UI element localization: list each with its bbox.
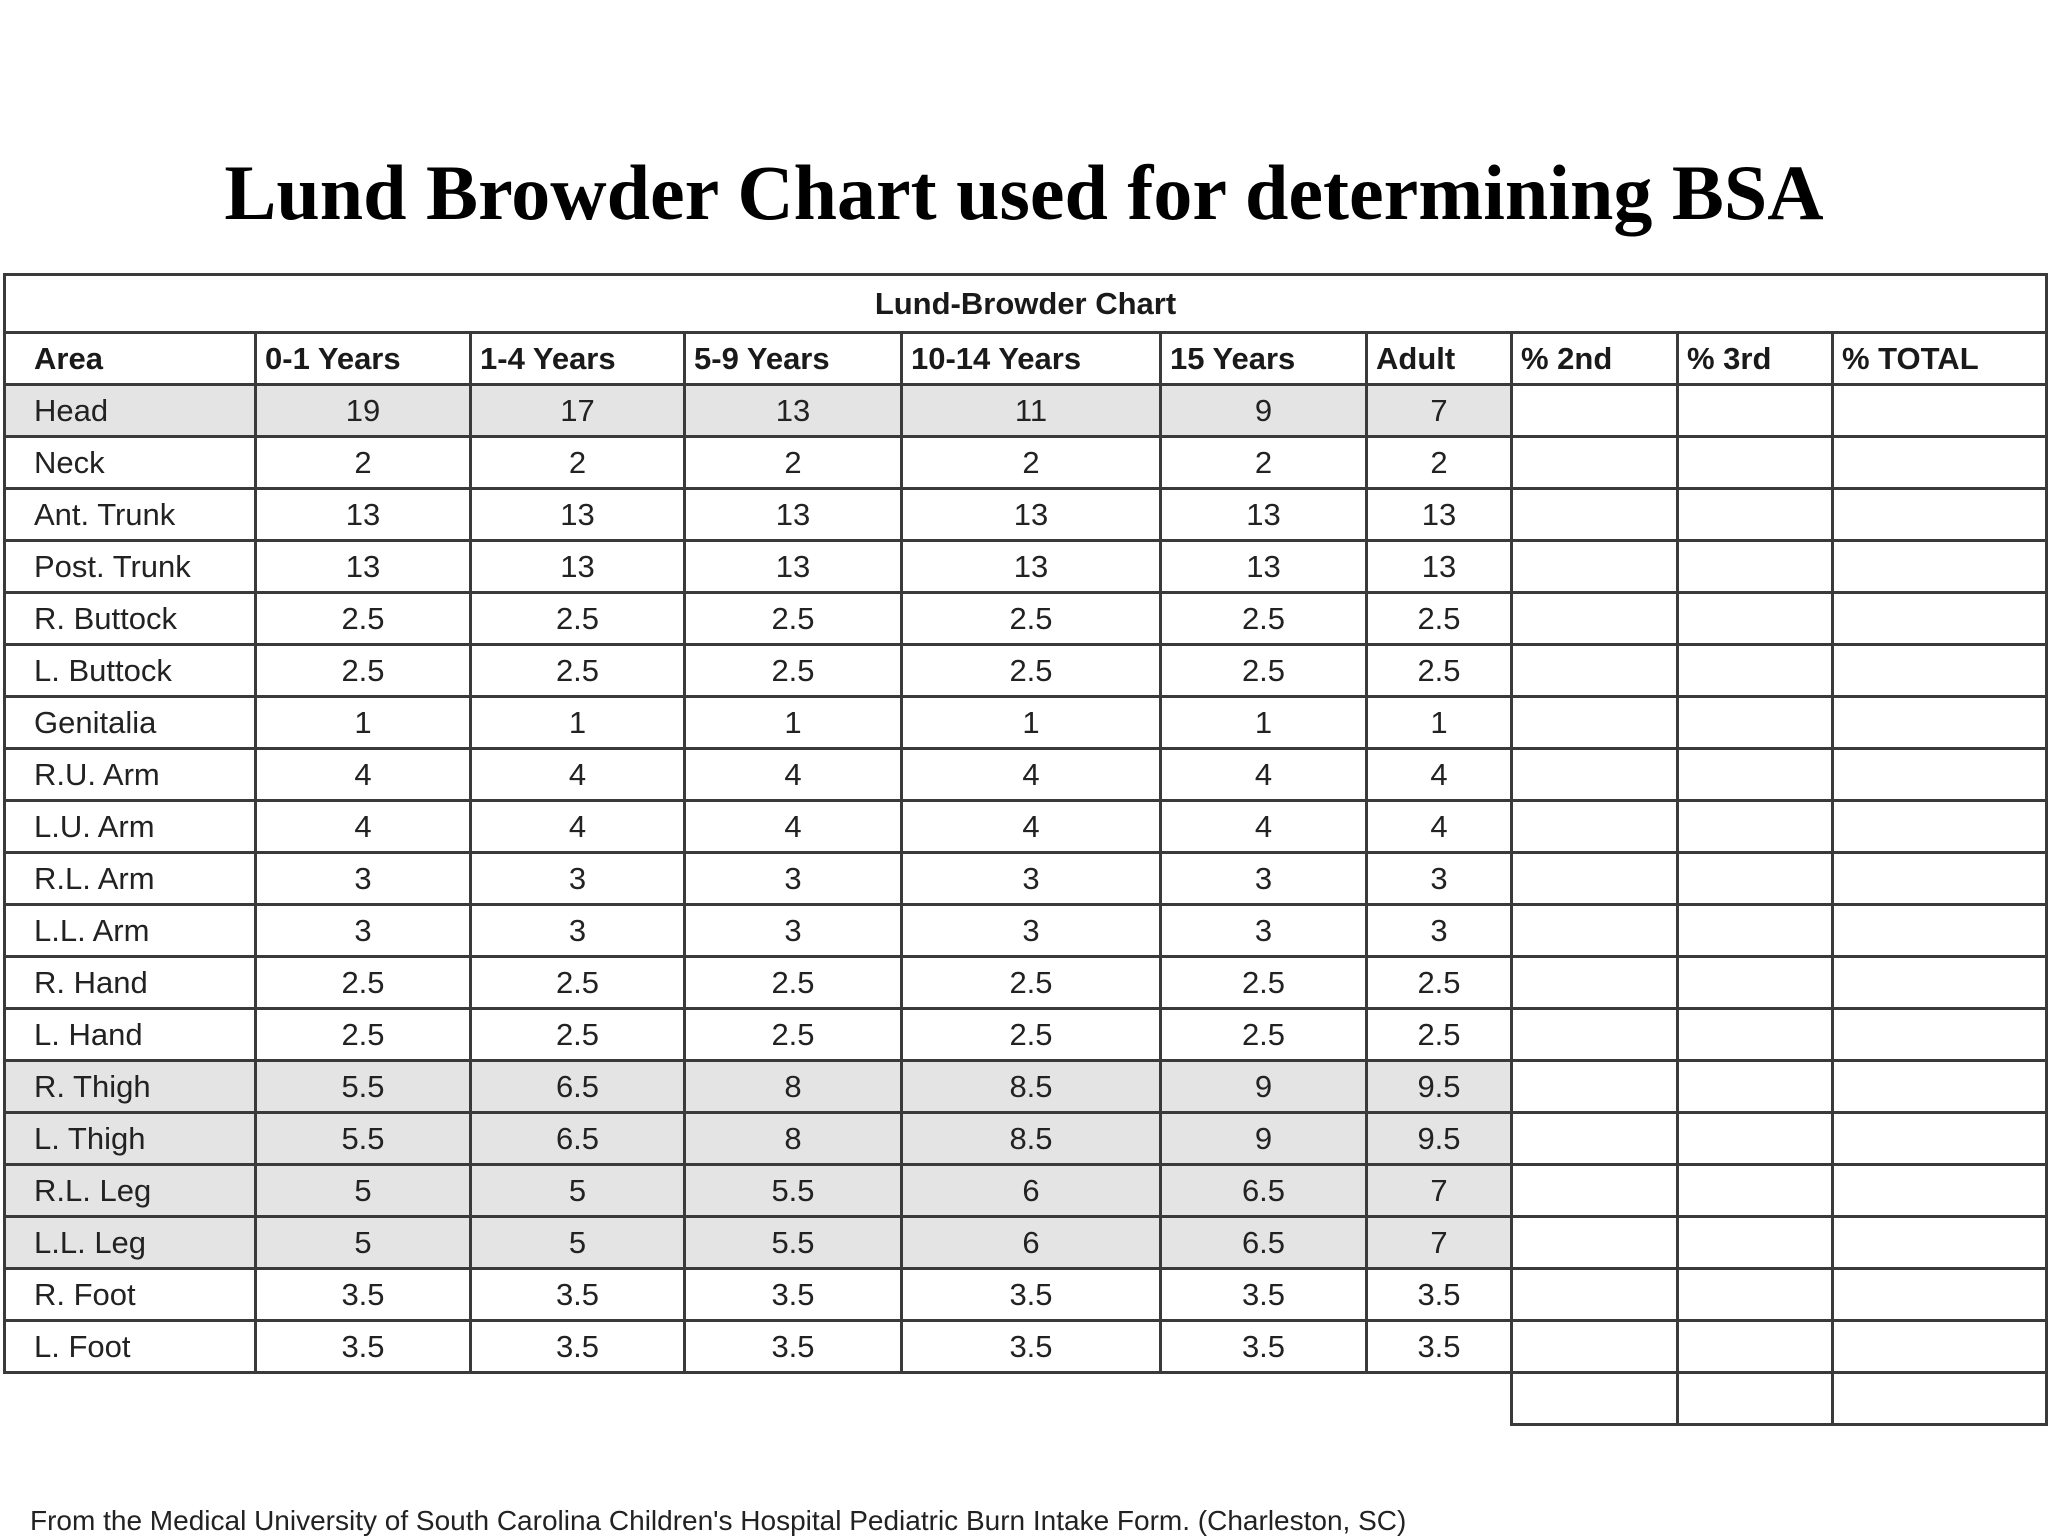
second-degree-entry-cell[interactable]	[1512, 853, 1678, 905]
second-degree-entry-cell[interactable]	[1512, 697, 1678, 749]
percent-cell: 1	[902, 697, 1161, 749]
third-degree-entry-cell[interactable]	[1678, 957, 1833, 1009]
percent-cell: 6.5	[471, 1061, 685, 1113]
percent-cell: 3	[1161, 853, 1367, 905]
column-header: 15 Years	[1161, 333, 1367, 385]
percent-cell: 1	[1161, 697, 1367, 749]
second-degree-entry-cell[interactable]	[1512, 1321, 1678, 1373]
third-degree-entry-cell[interactable]	[1678, 801, 1833, 853]
percent-cell: 4	[471, 801, 685, 853]
area-cell: R.U. Arm	[5, 749, 256, 801]
table-row	[5, 697, 2047, 749]
total-second-degree-cell[interactable]	[1512, 1373, 1678, 1425]
percent-cell: 3.5	[1367, 1269, 1512, 1321]
percent-cell: 2.5	[1367, 593, 1512, 645]
percent-cell: 13	[685, 541, 902, 593]
percent-cell: 3	[256, 905, 471, 957]
percent-cell: 3	[902, 853, 1161, 905]
third-degree-entry-cell[interactable]	[1678, 1113, 1833, 1165]
percent-cell: 7	[1367, 385, 1512, 437]
percent-cell: 13	[685, 385, 902, 437]
second-degree-entry-cell[interactable]	[1512, 1061, 1678, 1113]
percent-cell: 8.5	[902, 1113, 1161, 1165]
area-cell: R. Hand	[5, 957, 256, 1009]
second-degree-entry-cell[interactable]	[1512, 541, 1678, 593]
third-degree-entry-cell[interactable]	[1678, 905, 1833, 957]
percent-cell: 7	[1367, 1217, 1512, 1269]
percent-cell: 2.5	[902, 593, 1161, 645]
source-citation: From the Medical University of South Carolina Children's Hospital Pediatric Burn Intake Form. (Charleston, SC)	[30, 1505, 1407, 1536]
table-row	[5, 749, 2047, 801]
percent-cell: 2	[256, 437, 471, 489]
percent-cell: 2.5	[471, 957, 685, 1009]
table-row	[5, 801, 2047, 853]
third-degree-entry-cell[interactable]	[1678, 1061, 1833, 1113]
area-cell: R.L. Arm	[5, 853, 256, 905]
table-row	[5, 541, 2047, 593]
percent-cell: 8	[685, 1061, 902, 1113]
percent-cell: 2.5	[471, 645, 685, 697]
total-entry-cell[interactable]	[1833, 1217, 2047, 1269]
total-entry-cell[interactable]	[1833, 905, 2047, 957]
second-degree-entry-cell[interactable]	[1512, 593, 1678, 645]
lund-browder-table-wrapper	[3, 273, 2045, 1426]
area-cell: R.L. Leg	[5, 1165, 256, 1217]
percent-cell: 2.5	[685, 1009, 902, 1061]
third-degree-entry-cell[interactable]	[1678, 697, 1833, 749]
table-caption-row	[5, 275, 2047, 333]
area-cell: L.L. Leg	[5, 1217, 256, 1269]
percent-cell: 4	[1367, 749, 1512, 801]
third-degree-entry-cell[interactable]	[1678, 1009, 1833, 1061]
percent-cell: 5	[471, 1217, 685, 1269]
percent-cell: 5	[256, 1165, 471, 1217]
area-cell: R. Foot	[5, 1269, 256, 1321]
percent-cell: 3.5	[256, 1321, 471, 1373]
percent-cell: 9.5	[1367, 1061, 1512, 1113]
percent-cell: 2.5	[1161, 593, 1367, 645]
percent-cell: 2.5	[256, 1009, 471, 1061]
percent-cell: 4	[1161, 801, 1367, 853]
third-degree-entry-cell[interactable]	[1678, 385, 1833, 437]
table-row	[5, 645, 2047, 697]
percent-cell: 3.5	[1161, 1321, 1367, 1373]
percent-cell: 1	[1367, 697, 1512, 749]
percent-cell: 3.5	[685, 1321, 902, 1373]
percent-cell: 13	[471, 489, 685, 541]
percent-cell: 2.5	[685, 957, 902, 1009]
total-entry-cell[interactable]	[1833, 437, 2047, 489]
percent-cell: 13	[1161, 489, 1367, 541]
column-header: % 3rd	[1678, 333, 1833, 385]
third-degree-entry-cell[interactable]	[1678, 1217, 1833, 1269]
percent-cell: 2.5	[471, 593, 685, 645]
percent-cell: 7	[1367, 1165, 1512, 1217]
table-row	[5, 1113, 2047, 1165]
area-cell: L. Buttock	[5, 645, 256, 697]
percent-cell: 3.5	[1161, 1269, 1367, 1321]
second-degree-entry-cell[interactable]	[1512, 1269, 1678, 1321]
total-entry-cell[interactable]	[1833, 1113, 2047, 1165]
total-entry-cell[interactable]	[1833, 801, 2047, 853]
column-header: Area	[5, 333, 256, 385]
second-degree-entry-cell[interactable]	[1512, 489, 1678, 541]
percent-cell: 8.5	[902, 1061, 1161, 1113]
percent-cell: 9	[1161, 385, 1367, 437]
percent-cell: 19	[256, 385, 471, 437]
totals-spacer	[5, 1373, 1512, 1425]
third-degree-entry-cell[interactable]	[1678, 1165, 1833, 1217]
percent-cell: 3.5	[471, 1321, 685, 1373]
percent-cell: 3	[471, 853, 685, 905]
total-entry-cell[interactable]	[1833, 853, 2047, 905]
totals-row	[5, 1373, 2047, 1425]
third-degree-entry-cell[interactable]	[1678, 853, 1833, 905]
total-entry-cell[interactable]	[1833, 957, 2047, 1009]
total-entry-cell[interactable]	[1833, 645, 2047, 697]
total-entry-cell[interactable]	[1833, 1321, 2047, 1373]
percent-cell: 9	[1161, 1113, 1367, 1165]
percent-cell: 3	[1367, 853, 1512, 905]
percent-cell: 5.5	[256, 1113, 471, 1165]
table-row	[5, 957, 2047, 1009]
column-header: Adult	[1367, 333, 1512, 385]
percent-cell: 2.5	[1367, 645, 1512, 697]
area-cell: Neck	[5, 437, 256, 489]
table-row	[5, 489, 2047, 541]
percent-cell: 5	[471, 1165, 685, 1217]
total-entry-cell[interactable]	[1833, 1165, 2047, 1217]
percent-cell: 3.5	[685, 1269, 902, 1321]
percent-cell: 3.5	[1367, 1321, 1512, 1373]
percent-cell: 13	[1161, 541, 1367, 593]
area-cell: Genitalia	[5, 697, 256, 749]
percent-cell: 4	[471, 749, 685, 801]
table-row	[5, 1217, 2047, 1269]
total-entry-cell[interactable]	[1833, 385, 2047, 437]
total-entry-cell[interactable]	[1833, 749, 2047, 801]
percent-cell: 2.5	[256, 957, 471, 1009]
percent-cell: 13	[1367, 541, 1512, 593]
column-header: % TOTAL	[1833, 333, 2047, 385]
percent-cell: 3	[902, 905, 1161, 957]
second-degree-entry-cell[interactable]	[1512, 1009, 1678, 1061]
table-row	[5, 1269, 2047, 1321]
percent-cell: 3	[685, 853, 902, 905]
total-entry-cell[interactable]	[1833, 593, 2047, 645]
column-header: 10-14 Years	[902, 333, 1161, 385]
second-degree-entry-cell[interactable]	[1512, 905, 1678, 957]
percent-cell: 3	[256, 853, 471, 905]
total-entry-cell[interactable]	[1833, 1009, 2047, 1061]
total-entry-cell[interactable]	[1833, 1061, 2047, 1113]
page-title: Lund Browder Chart used for determining BSA	[224, 149, 1824, 236]
percent-cell: 2	[902, 437, 1161, 489]
percent-cell: 2.5	[1367, 957, 1512, 1009]
percent-cell: 6	[902, 1217, 1161, 1269]
percent-cell: 5.5	[256, 1061, 471, 1113]
percent-cell: 13	[471, 541, 685, 593]
percent-cell: 13	[256, 541, 471, 593]
percent-cell: 3	[471, 905, 685, 957]
percent-cell: 13	[1367, 489, 1512, 541]
percent-cell: 3.5	[471, 1269, 685, 1321]
percent-cell: 2	[685, 437, 902, 489]
percent-cell: 9	[1161, 1061, 1367, 1113]
area-cell: R. Buttock	[5, 593, 256, 645]
percent-cell: 3	[685, 905, 902, 957]
percent-cell: 17	[471, 385, 685, 437]
second-degree-entry-cell[interactable]	[1512, 1217, 1678, 1269]
percent-cell: 4	[1161, 749, 1367, 801]
percent-cell: 2.5	[471, 1009, 685, 1061]
percent-cell: 2.5	[902, 1009, 1161, 1061]
third-degree-entry-cell[interactable]	[1678, 749, 1833, 801]
table-row	[5, 385, 2047, 437]
percent-cell: 8	[685, 1113, 902, 1165]
percent-cell: 2.5	[1367, 1009, 1512, 1061]
total-entry-cell[interactable]	[1833, 697, 2047, 749]
column-header: 0-1 Years	[256, 333, 471, 385]
percent-cell: 11	[902, 385, 1161, 437]
percent-cell: 4	[902, 801, 1161, 853]
table-row	[5, 1165, 2047, 1217]
table-row	[5, 437, 2047, 489]
percent-cell: 13	[902, 489, 1161, 541]
percent-cell: 4	[256, 801, 471, 853]
area-cell: L.U. Arm	[5, 801, 256, 853]
percent-cell: 2.5	[685, 593, 902, 645]
percent-cell: 4	[685, 801, 902, 853]
second-degree-entry-cell[interactable]	[1512, 801, 1678, 853]
percent-cell: 3.5	[256, 1269, 471, 1321]
second-degree-entry-cell[interactable]	[1512, 749, 1678, 801]
third-degree-entry-cell[interactable]	[1678, 593, 1833, 645]
percent-cell: 2.5	[902, 957, 1161, 1009]
percent-cell: 2.5	[1161, 1009, 1367, 1061]
percent-cell: 6.5	[471, 1113, 685, 1165]
second-degree-entry-cell[interactable]	[1512, 645, 1678, 697]
percent-cell: 9.5	[1367, 1113, 1512, 1165]
area-cell: R. Thigh	[5, 1061, 256, 1113]
column-header: 1-4 Years	[471, 333, 685, 385]
percent-cell: 2.5	[1161, 645, 1367, 697]
third-degree-entry-cell[interactable]	[1678, 1269, 1833, 1321]
percent-cell: 5.5	[685, 1217, 902, 1269]
column-header: % 2nd	[1512, 333, 1678, 385]
percent-cell: 6.5	[1161, 1165, 1367, 1217]
table-body	[5, 385, 2047, 1425]
percent-cell: 2	[471, 437, 685, 489]
percent-cell: 6	[902, 1165, 1161, 1217]
column-header: 5-9 Years	[685, 333, 902, 385]
area-cell: Ant. Trunk	[5, 489, 256, 541]
table-row	[5, 905, 2047, 957]
percent-cell: 1	[471, 697, 685, 749]
area-cell: L.L. Arm	[5, 905, 256, 957]
table-header-row	[5, 333, 2047, 385]
total-entry-cell[interactable]	[1833, 489, 2047, 541]
percent-cell: 4	[256, 749, 471, 801]
third-degree-entry-cell[interactable]	[1678, 541, 1833, 593]
third-degree-entry-cell[interactable]	[1678, 437, 1833, 489]
area-cell: L. Hand	[5, 1009, 256, 1061]
percent-cell: 3	[1161, 905, 1367, 957]
table-row	[5, 1321, 2047, 1373]
table-caption: Lund-Browder Chart	[5, 275, 2047, 333]
second-degree-entry-cell[interactable]	[1512, 1113, 1678, 1165]
percent-cell: 1	[256, 697, 471, 749]
percent-cell: 2	[1367, 437, 1512, 489]
percent-cell: 3	[1367, 905, 1512, 957]
percent-cell: 13	[902, 541, 1161, 593]
percent-cell: 2.5	[256, 645, 471, 697]
percent-cell: 13	[256, 489, 471, 541]
table-row	[5, 593, 2047, 645]
third-degree-entry-cell[interactable]	[1678, 645, 1833, 697]
percent-cell: 5	[256, 1217, 471, 1269]
total-third-degree-cell[interactable]	[1678, 1373, 1833, 1425]
second-degree-entry-cell[interactable]	[1512, 957, 1678, 1009]
percent-cell: 2.5	[1161, 957, 1367, 1009]
table-row	[5, 1061, 2047, 1113]
third-degree-entry-cell[interactable]	[1678, 1321, 1833, 1373]
third-degree-entry-cell[interactable]	[1678, 489, 1833, 541]
table-row	[5, 853, 2047, 905]
percent-cell: 3.5	[902, 1269, 1161, 1321]
lund-browder-table	[3, 273, 2048, 1426]
percent-cell: 6.5	[1161, 1217, 1367, 1269]
total-entry-cell[interactable]	[1833, 1269, 2047, 1321]
percent-cell: 4	[1367, 801, 1512, 853]
total-entry-cell[interactable]	[1833, 541, 2047, 593]
table-row	[5, 1009, 2047, 1061]
percent-cell: 5.5	[685, 1165, 902, 1217]
percent-cell: 3.5	[902, 1321, 1161, 1373]
second-degree-entry-cell[interactable]	[1512, 437, 1678, 489]
area-cell: Head	[5, 385, 256, 437]
percent-cell: 2.5	[685, 645, 902, 697]
second-degree-entry-cell[interactable]	[1512, 1165, 1678, 1217]
area-cell: L. Thigh	[5, 1113, 256, 1165]
percent-cell: 1	[685, 697, 902, 749]
percent-cell: 4	[902, 749, 1161, 801]
second-degree-entry-cell[interactable]	[1512, 385, 1678, 437]
percent-cell: 4	[685, 749, 902, 801]
percent-cell: 13	[685, 489, 902, 541]
percent-cell: 2.5	[256, 593, 471, 645]
grand-total-cell[interactable]	[1833, 1373, 2047, 1425]
percent-cell: 2.5	[902, 645, 1161, 697]
percent-cell: 2	[1161, 437, 1367, 489]
area-cell: Post. Trunk	[5, 541, 256, 593]
area-cell: L. Foot	[5, 1321, 256, 1373]
